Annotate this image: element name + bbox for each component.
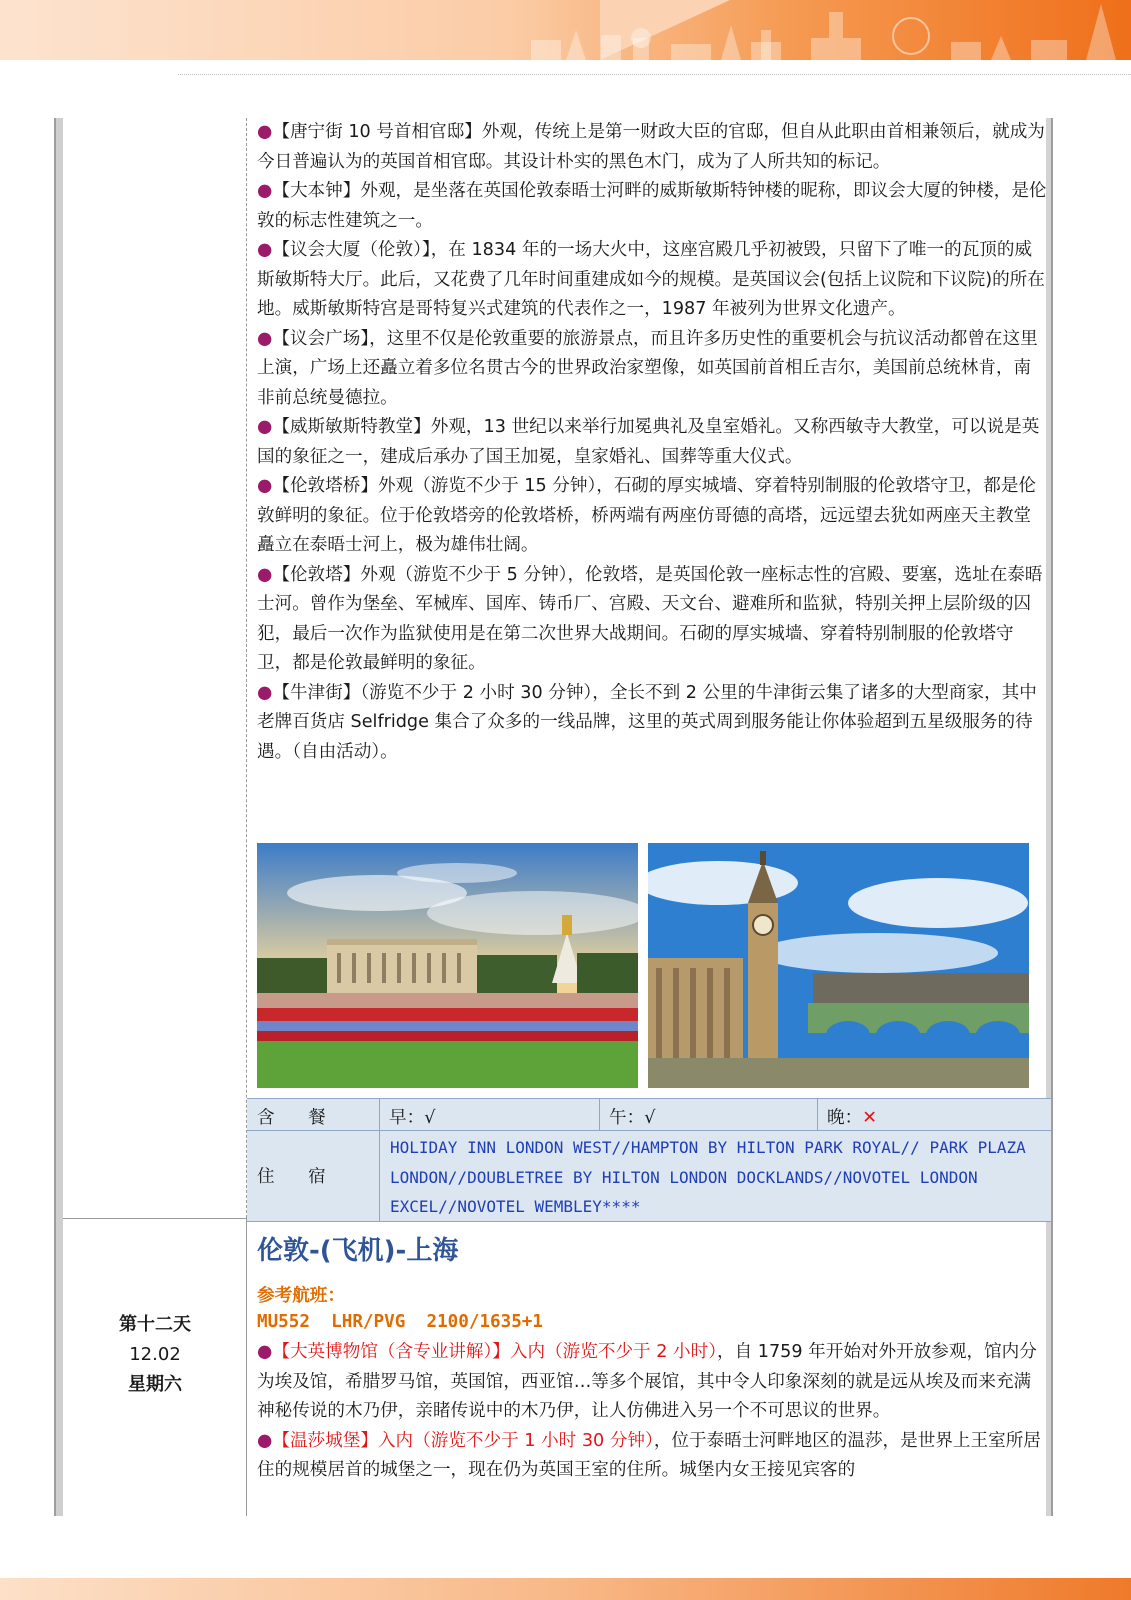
cross-icon: ✕ bbox=[862, 1108, 877, 1128]
day12-attractions bbox=[257, 1338, 1047, 1486]
lunch-value: 午：√ bbox=[609, 1108, 656, 1128]
bullet-icon: ● bbox=[257, 181, 273, 201]
meals-label: 含 餐 bbox=[257, 1108, 340, 1128]
attraction-item bbox=[257, 325, 1047, 414]
attraction-name: 【牛津街】 bbox=[272, 682, 361, 703]
table-right-border bbox=[1046, 118, 1053, 1516]
breakfast-value: 早：√ bbox=[389, 1108, 436, 1128]
day12-label bbox=[100, 1310, 210, 1400]
column-divider-day12 bbox=[246, 1218, 247, 1516]
attraction-name: 【大英博物馆（含专业讲解）】 bbox=[272, 1342, 510, 1362]
attraction-item bbox=[257, 413, 1047, 472]
attraction-name: 【威斯敏斯特教堂】 bbox=[272, 417, 431, 437]
attraction-entry: 入内（游览不少于 1 小时 30 分钟） bbox=[377, 1430, 654, 1451]
day-date: 12.02 bbox=[129, 1344, 181, 1365]
attraction-item bbox=[257, 118, 1047, 177]
bullet-icon: ● bbox=[257, 122, 273, 142]
bullet-icon: ● bbox=[257, 476, 273, 496]
attraction-name: 【唐宁街 10 号首相官邸】 bbox=[272, 122, 482, 142]
attraction-text: 外观（游览不少于 15 分钟），石砌的厚实城墙、穿着特别制服的伦敦塔守卫，都是伦敦鲜明的象征。位于伦敦塔旁的伦敦塔桥，桥两端有两座仿哥德的高塔，远远望去犹如两座天主教堂矗立在泰晤士河上，极为雄伟壮阔。 bbox=[257, 476, 1037, 555]
dinner-value bbox=[827, 1104, 877, 1129]
cell-divider bbox=[817, 1099, 818, 1130]
footer-banner bbox=[0, 1578, 1131, 1600]
attraction-name: 【温莎城堡】 bbox=[272, 1430, 378, 1451]
hotel-list: HOLIDAY INN LONDON WEST//HAMPTON BY HILTON PARK ROYAL// PARK PLAZA LONDON//DOUBLETREE BY HILTON LONDON DOCKLANDS//NOVOTEL LONDON EXCEL//NOVOTEL WEMBLEY**** bbox=[390, 1138, 1026, 1216]
attraction-text: 外观（游览不少于 5 分钟），伦敦塔，是英国伦敦一座标志性的宫殿、要塞，选址在泰晤士河。曾作为堡垒、军械库、国库、铸币厂、宫殿、天文台、避难所和监狱，特别关押上层阶级的囚犯，最后一次作为监狱使用是在第二次世界大战期间。石砌的厚实城墙、穿着特别制服的伦敦塔守卫，都是伦敦最鲜明的象征。 bbox=[257, 564, 1043, 673]
bullet-icon: ● bbox=[257, 328, 273, 349]
dinner-label: 晚： bbox=[827, 1108, 863, 1128]
stay-label: 住 宿 bbox=[257, 1167, 340, 1187]
bullet-icon: ● bbox=[257, 417, 273, 437]
bullet-icon: ● bbox=[257, 240, 273, 260]
cell-divider bbox=[599, 1099, 600, 1130]
attraction-text: ，自 1759 年开始对外开放参观，馆内分为埃及馆，希腊罗马馆，英国馆，西亚馆…等多个展馆，其中令人印象深刻的就是远从埃及而来充满神秘传说的木乃伊，亲睹传说中的木乃伊，让人仿佛进入另一个不可思议的世界。 bbox=[257, 1342, 1037, 1421]
bullet-icon: ● bbox=[257, 682, 273, 703]
attraction-text: （游览不少于 2 小时 30 分钟），全长不到 2 公里的牛津街云集了诸多的大型商家，其中老牌百货店 Selfridge 集合了众多的一线品牌，这里的英式周到服务能让你体验超到五星级服务的待遇。（自由活动）。 bbox=[257, 682, 1037, 762]
attraction-item bbox=[257, 177, 1047, 236]
bullet-icon: ● bbox=[257, 564, 273, 585]
day-weekday: 星期六 bbox=[128, 1374, 182, 1395]
header-banner bbox=[0, 0, 1131, 60]
attraction-text: ，位于泰晤士河畔地区的温莎，是世界上王室所居住的规模居首的城堡之一，现在仍为英国王室的住所。城堡内女王接见宾客的 bbox=[257, 1430, 1041, 1480]
day11-attractions bbox=[257, 118, 1047, 767]
bullet-icon: ● bbox=[257, 1342, 273, 1362]
attraction-text: 外观，传统上是第一财政大臣的官邸，但自从此职由首相兼领后，就成为今日普遍认为的英国首相官邸。其设计朴实的黑色木门，成为了人所共知的标记。 bbox=[257, 122, 1045, 172]
meals-and-stay-table bbox=[247, 1098, 1051, 1222]
meals-row bbox=[247, 1099, 1051, 1131]
big-ben-photo bbox=[648, 843, 1029, 1088]
attraction-name: 【议会广场】 bbox=[272, 328, 370, 349]
attraction-item bbox=[257, 236, 1047, 325]
attraction-text: 外观，是坐落在英国伦敦泰晤士河畔的威斯敏斯特钟楼的昵称，即议会大厦的钟楼，是伦敦的标志性建筑之一。 bbox=[257, 181, 1047, 231]
attraction-name: 【大本钟】 bbox=[272, 181, 361, 201]
attraction-item bbox=[257, 472, 1047, 561]
day12-title: 伦敦-(飞机)-上海 bbox=[257, 1236, 459, 1266]
buckingham-palace-photo bbox=[257, 843, 638, 1088]
column-divider bbox=[246, 118, 247, 1218]
attraction-text: ，这里不仅是伦敦重要的旅游景点，而且许多历史性的重要机会与抗议活动都曾在这里上演，广场上还矗立着多位名贯古今的世界政治家塑像，如英国前首相丘吉尔，美国前总统林肯，南非前总统曼德拉。 bbox=[257, 328, 1038, 408]
skyline-decoration-icon bbox=[511, 0, 1131, 60]
photo-row bbox=[257, 843, 1037, 1088]
attraction-text: ，在 1834 年的一场大火中，这座宫殿几乎初被毁，只留下了唯一的瓦顶的威斯敏斯特大厅。此后，又花费了几年时间重建成如今的规模。是英国议会(包括上议院和下议院)的所在地。威斯敏斯特宫是哥特复兴式建筑的代表作之一，1987 年被列为世界文化遗产。 bbox=[257, 240, 1045, 319]
attraction-entry: 入内（游览不少于 2 小时） bbox=[509, 1342, 717, 1362]
cell-divider bbox=[379, 1130, 380, 1221]
attraction-name: 【伦敦塔】 bbox=[272, 564, 361, 585]
attraction-name: 【伦敦塔桥】 bbox=[272, 476, 378, 496]
flight-info: MU552 LHR/PVG 2100/1635+1 bbox=[257, 1312, 543, 1332]
attraction-item bbox=[257, 1427, 1047, 1486]
attraction-item bbox=[257, 1338, 1047, 1427]
flight-label: 参考航班： bbox=[257, 1286, 345, 1306]
table-left-border bbox=[54, 118, 63, 1516]
attraction-item bbox=[257, 679, 1047, 768]
bullet-icon: ● bbox=[257, 1430, 273, 1451]
attraction-item bbox=[257, 561, 1047, 679]
attraction-name: 【议会大厦（伦敦）】 bbox=[272, 240, 431, 260]
attraction-text: 外观，13 世纪以来举行加冕典礼及皇室婚礼。又称西敏寺大教堂，可以说是英国的象征之一，建成后承办了国王加冕，皇家婚礼、国葬等重大仪式。 bbox=[257, 417, 1040, 467]
header-dotted-rule bbox=[178, 74, 1131, 75]
cell-divider bbox=[379, 1099, 380, 1130]
day-number: 第十二天 bbox=[119, 1314, 191, 1335]
